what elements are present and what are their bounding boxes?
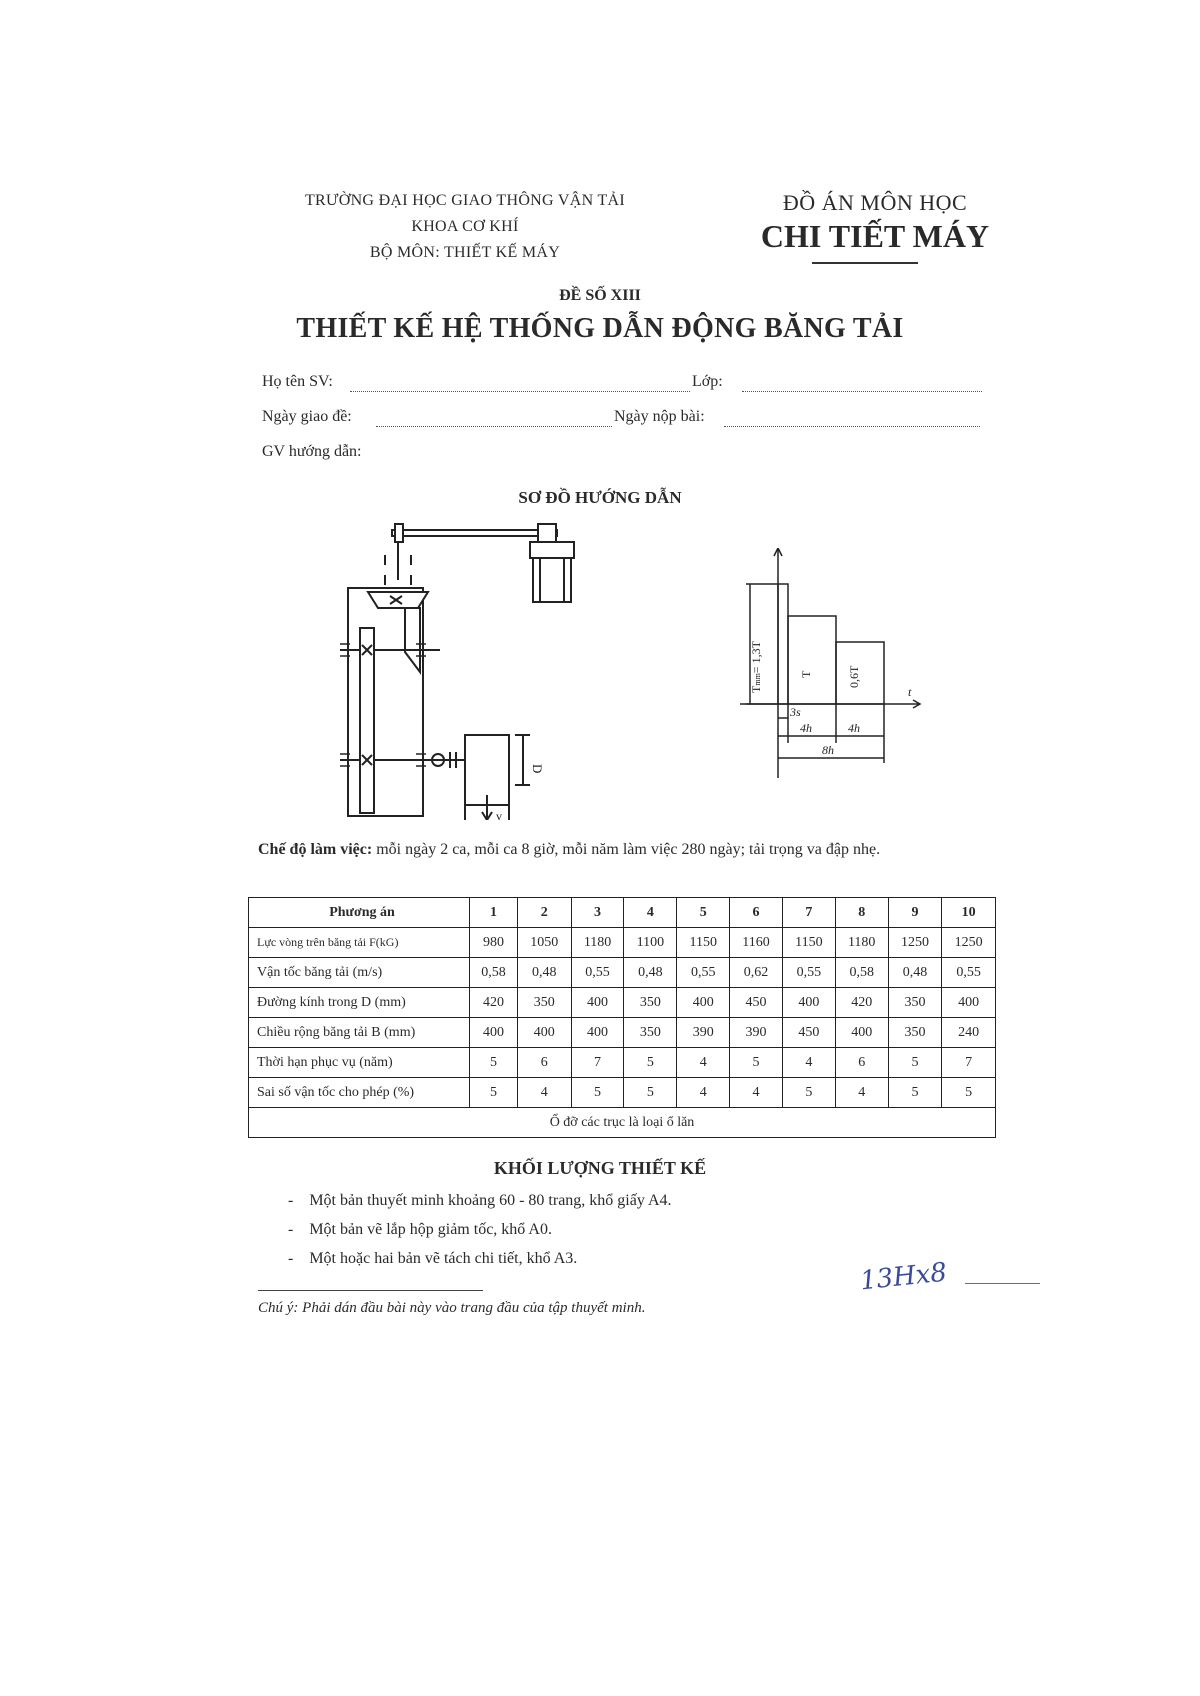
table-cell: 1150 bbox=[782, 928, 835, 958]
table-cell: 6 bbox=[517, 1048, 571, 1078]
assignment-number: ĐỀ SỐ XIII bbox=[559, 287, 641, 304]
course-title: CHI TIẾT MÁY bbox=[760, 218, 990, 254]
table-cell: 1180 bbox=[571, 928, 624, 958]
option-cell: 10 bbox=[942, 898, 996, 928]
table-footer: Ổ đỡ các trục là loại ổ lăn bbox=[249, 1108, 996, 1138]
table-row bbox=[249, 1048, 996, 1078]
student-name-field[interactable] bbox=[350, 391, 690, 392]
table-cell: 350 bbox=[888, 988, 942, 1018]
table-cell: 240 bbox=[942, 1018, 996, 1048]
table-cell: 1100 bbox=[624, 928, 677, 958]
option-cell: 3 bbox=[571, 898, 624, 928]
class-field[interactable] bbox=[742, 391, 982, 392]
table-footer-row bbox=[249, 1108, 996, 1138]
handwritten-signature: 13Hx8 bbox=[858, 1257, 949, 1297]
table-cell: 5 bbox=[571, 1078, 624, 1108]
motor bbox=[533, 558, 571, 602]
table-cell: 0,58 bbox=[470, 958, 518, 988]
table-cell: 400 bbox=[782, 988, 835, 1018]
table-cell: 0,55 bbox=[571, 958, 624, 988]
faculty-name: KHOA CƠ KHÍ bbox=[411, 218, 519, 235]
work-regime-text: mỗi ngày 2 ca, mỗi ca 8 giờ, mỗi năm làm việc 280 ngày; tải trọng va đập nhẹ. bbox=[372, 841, 881, 858]
table-row bbox=[249, 958, 996, 988]
table-cell: 980 bbox=[470, 928, 518, 958]
row-label: Chiều rộng băng tải B (mm) bbox=[249, 1018, 470, 1048]
due-date-field[interactable] bbox=[724, 426, 980, 427]
table-cell: 0,48 bbox=[624, 958, 677, 988]
0-6t-label: 0,6T bbox=[847, 665, 861, 688]
table-cell: 400 bbox=[942, 988, 996, 1018]
course-subtitle: ĐỒ ÁN MÔN HỌC bbox=[782, 190, 968, 215]
list-item: - Một bản vẽ lắp hộp giảm tốc, khổ A0. bbox=[288, 1221, 552, 1238]
table-cell: 5 bbox=[624, 1048, 677, 1078]
dim-4h-a: 4h bbox=[800, 721, 812, 735]
row-label: Vận tốc băng tải (m/s) bbox=[249, 958, 470, 988]
assignment-title: THIẾT KẾ HỆ THỐNG DẪN ĐỘNG BĂNG TẢI bbox=[296, 313, 904, 344]
table-cell: 1050 bbox=[517, 928, 571, 958]
table-cell: 5 bbox=[888, 1048, 942, 1078]
table-row bbox=[249, 1078, 996, 1108]
signature-stroke bbox=[965, 1283, 1040, 1284]
table-cell: 0,58 bbox=[835, 958, 888, 988]
table-cell: 400 bbox=[571, 1018, 624, 1048]
table-cell: 350 bbox=[888, 1018, 942, 1048]
table-cell: 1160 bbox=[730, 928, 783, 958]
table-cell: 0,55 bbox=[677, 958, 730, 988]
table-header-row bbox=[249, 898, 996, 928]
option-cell: 6 bbox=[730, 898, 783, 928]
table-cell: 0,62 bbox=[730, 958, 783, 988]
school-header bbox=[255, 188, 675, 266]
list-item: - Một hoặc hai bản vẽ tách chi tiết, khổ A3. bbox=[288, 1250, 578, 1267]
work-regime bbox=[258, 838, 978, 862]
workload-title: KHỐI LƯỢNG THIẾT KẾ bbox=[493, 1158, 707, 1178]
table-row bbox=[249, 988, 996, 1018]
option-cell: 1 bbox=[470, 898, 518, 928]
dim-4h-b: 4h bbox=[848, 721, 860, 735]
table-cell: 450 bbox=[730, 988, 783, 1018]
assigned-date-label: Ngày giao đề: bbox=[262, 408, 352, 425]
assigned-date-field[interactable] bbox=[376, 426, 612, 427]
table-cell: 1250 bbox=[942, 928, 996, 958]
velocity-label: v bbox=[496, 809, 502, 820]
table-cell: 1180 bbox=[835, 928, 888, 958]
table-cell: 400 bbox=[677, 988, 730, 1018]
load-diagram bbox=[730, 548, 930, 798]
table-cell: 5 bbox=[782, 1078, 835, 1108]
row-label: Sai số vận tốc cho phép (%) bbox=[249, 1078, 470, 1108]
bullet: - bbox=[288, 1192, 294, 1209]
course-header bbox=[745, 190, 1005, 255]
table-cell: 0,55 bbox=[782, 958, 835, 988]
table-cell: 450 bbox=[782, 1018, 835, 1048]
table-cell: 390 bbox=[730, 1018, 783, 1048]
option-cell: 8 bbox=[835, 898, 888, 928]
table-cell: 350 bbox=[624, 988, 677, 1018]
advisor-label: GV hướng dẫn: bbox=[262, 443, 362, 460]
table-cell: 7 bbox=[571, 1048, 624, 1078]
table-cell: 6 bbox=[835, 1048, 888, 1078]
row-label: Lực vòng trên băng tải F(kG) bbox=[249, 928, 470, 958]
diagram-title: SƠ ĐỒ HƯỚNG DẪN bbox=[518, 488, 682, 507]
table-cell: 400 bbox=[470, 1018, 518, 1048]
table-cell: 5 bbox=[470, 1048, 518, 1078]
class-label: Lớp: bbox=[692, 373, 723, 390]
option-cell: 5 bbox=[677, 898, 730, 928]
row-label: Đường kính trong D (mm) bbox=[249, 988, 470, 1018]
university-name: TRƯỜNG ĐẠI HỌC GIAO THÔNG VẬN TẢI bbox=[304, 192, 626, 209]
table-cell: 7 bbox=[942, 1048, 996, 1078]
option-cell: 2 bbox=[517, 898, 571, 928]
table-cell: 400 bbox=[571, 988, 624, 1018]
table-cell: 4 bbox=[677, 1078, 730, 1108]
due-date-label: Ngày nộp bài: bbox=[614, 408, 705, 425]
header-cell: Phương án bbox=[249, 898, 470, 928]
table-cell: 0,55 bbox=[942, 958, 996, 988]
footnote-divider bbox=[258, 1290, 483, 1291]
table-cell: 4 bbox=[677, 1048, 730, 1078]
dim-3s: 3s bbox=[790, 705, 801, 719]
table-cell: 0,48 bbox=[517, 958, 571, 988]
table-cell: 350 bbox=[517, 988, 571, 1018]
department-name: BỘ MÔN: THIẾT KẾ MÁY bbox=[369, 244, 561, 261]
row-label: Thời hạn phục vụ (năm) bbox=[249, 1048, 470, 1078]
option-cell: 7 bbox=[782, 898, 835, 928]
header-underline bbox=[812, 262, 918, 264]
table-cell: 5 bbox=[942, 1078, 996, 1108]
table-cell: 5 bbox=[730, 1048, 783, 1078]
table-cell: 390 bbox=[677, 1018, 730, 1048]
table-cell: 0,48 bbox=[888, 958, 942, 988]
table-cell: 4 bbox=[782, 1048, 835, 1078]
t-label: T bbox=[799, 670, 813, 678]
table-cell: 5 bbox=[888, 1078, 942, 1108]
student-name-label: Họ tên SV: bbox=[262, 373, 333, 390]
table-cell: 5 bbox=[624, 1078, 677, 1108]
time-axis-label: t bbox=[908, 685, 912, 699]
table-cell: 400 bbox=[517, 1018, 571, 1048]
belt bbox=[392, 530, 557, 536]
table-cell: 4 bbox=[730, 1078, 783, 1108]
table-cell: 1150 bbox=[677, 928, 730, 958]
spur-gear bbox=[360, 628, 374, 813]
table-cell: 4 bbox=[517, 1078, 571, 1108]
table-cell: 1250 bbox=[888, 928, 942, 958]
drive-schematic bbox=[340, 520, 600, 820]
option-cell: 4 bbox=[624, 898, 677, 928]
table-cell: 5 bbox=[470, 1078, 518, 1108]
bullet: - bbox=[288, 1221, 294, 1238]
table-cell: 350 bbox=[624, 1018, 677, 1048]
table-row bbox=[249, 1018, 996, 1048]
work-regime-label: Chế độ làm việc: bbox=[258, 841, 373, 858]
option-cell: 9 bbox=[888, 898, 942, 928]
list-item: - Một bản thuyết minh khoảng 60 - 80 trang, khổ giấy A4. bbox=[288, 1192, 672, 1209]
parameter-table bbox=[248, 897, 996, 1138]
table-cell: 420 bbox=[835, 988, 888, 1018]
table-row bbox=[249, 928, 996, 958]
table-cell: 400 bbox=[835, 1018, 888, 1048]
drum-diameter-label: D bbox=[530, 764, 545, 774]
table-cell: 4 bbox=[835, 1078, 888, 1108]
dim-8h: 8h bbox=[822, 743, 834, 757]
tmm-label: Tmm= 1,3T bbox=[749, 641, 763, 693]
bullet: - bbox=[288, 1250, 294, 1267]
conveyor-drum bbox=[465, 735, 509, 805]
footnote: Chú ý: Phải dán đầu bài này vào trang đầu của tập thuyết minh. bbox=[258, 1300, 646, 1316]
table-cell: 420 bbox=[470, 988, 518, 1018]
